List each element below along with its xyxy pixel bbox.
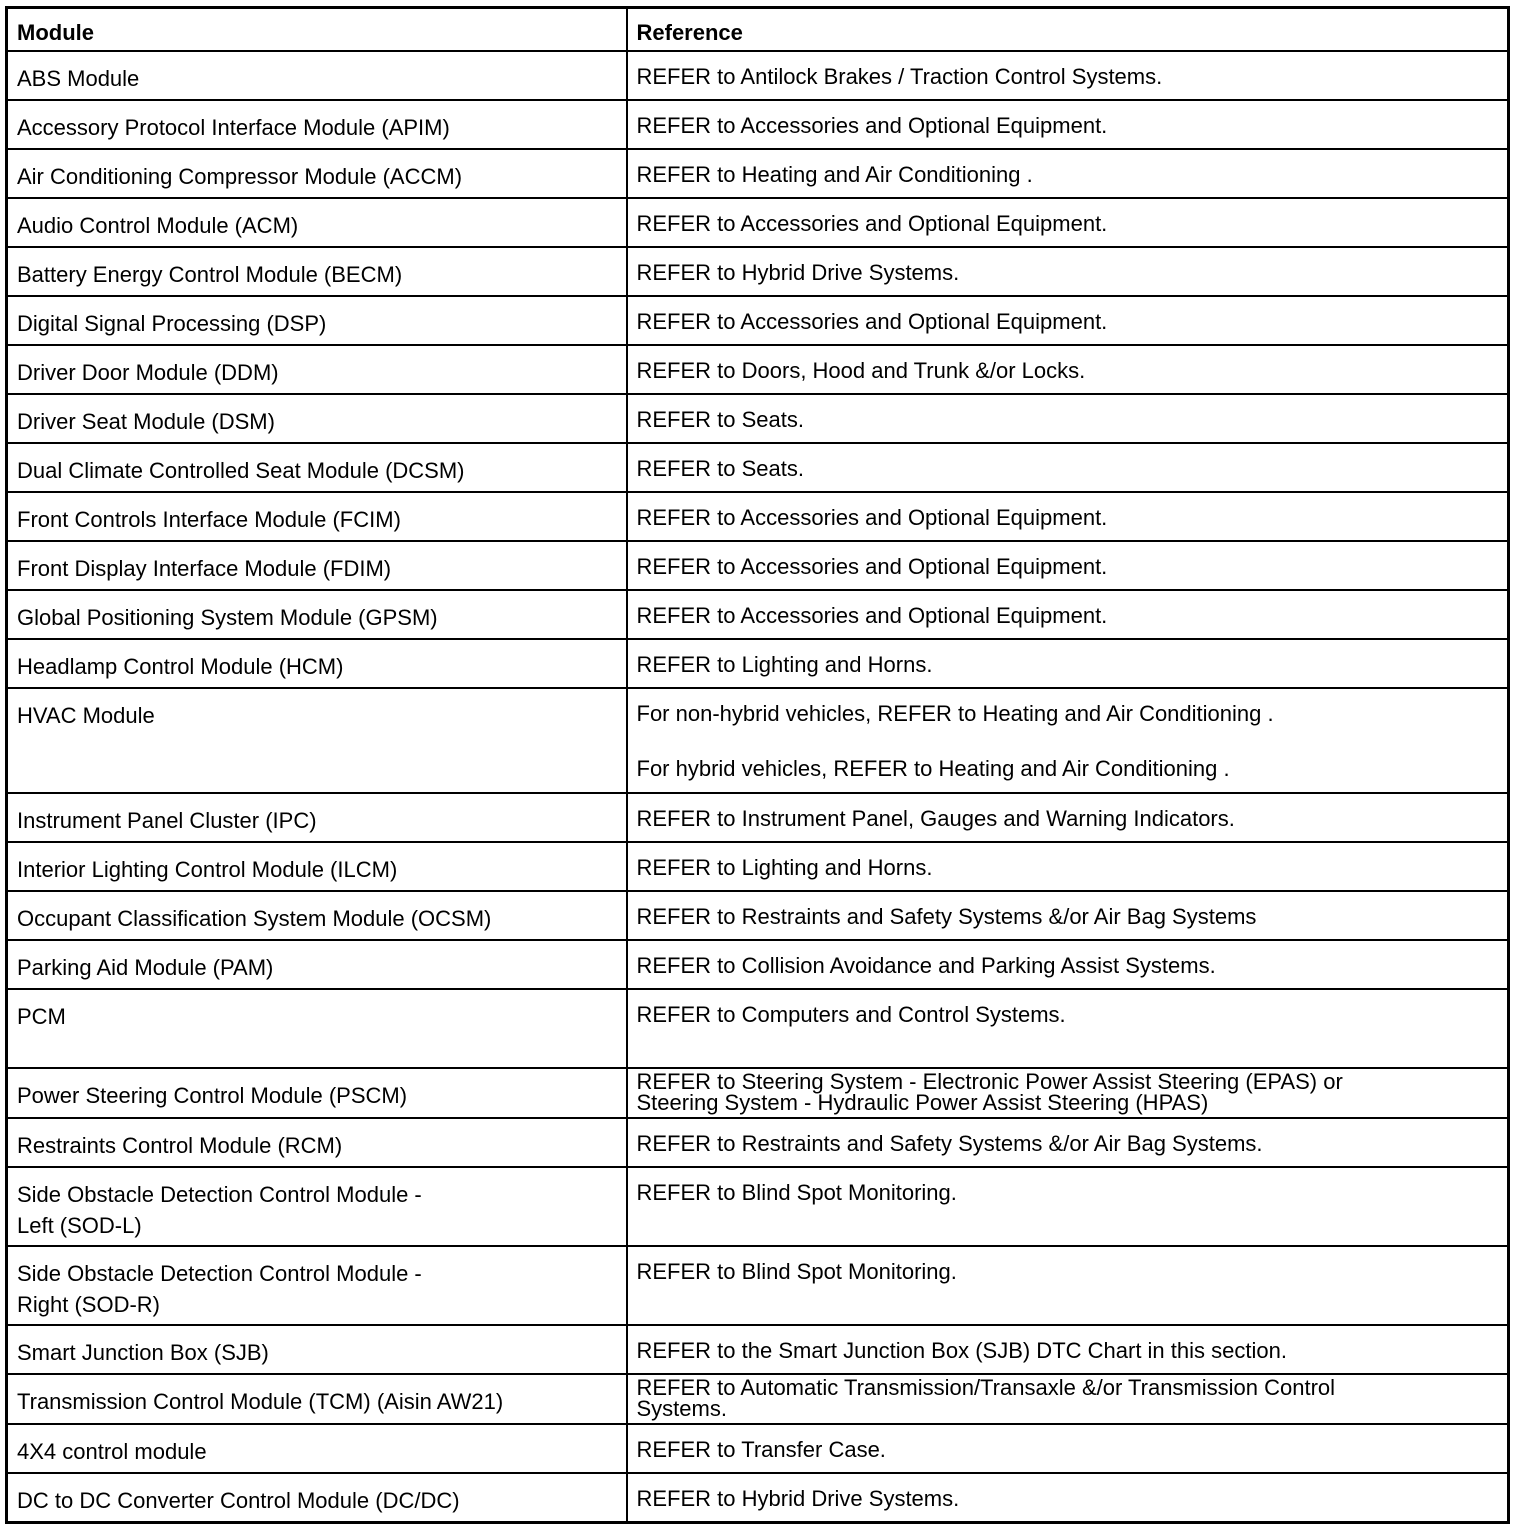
module-cell [7,198,627,247]
reference-text: REFER to Accessories and Optional Equipment. [636,211,1108,236]
reference-cell [627,541,1509,590]
module-cell [7,1374,627,1424]
table-row [7,1424,1509,1473]
module-name: Transmission Control Module (TCM) (Aisin AW21) [17,1389,504,1414]
reference-text: REFER to Seats. [636,407,805,432]
module-name: Audio Control Module (ACM) [17,213,299,238]
module-name: Driver Seat Module (DSM) [17,409,275,434]
reference-text: REFER to Accessories and Optional Equipment. [636,113,1108,138]
reference-cell [627,891,1509,940]
reference-cell [627,51,1509,100]
reference-cell [627,1424,1509,1473]
module-name: Front Controls Interface Module (FCIM) [17,507,401,532]
reference-text: REFER to Doors, Hood and Trunk &/or Locks. [636,358,1086,383]
reference-text: Systems. [636,1396,727,1421]
module-name: Side Obstacle Detection Control Module - [17,1182,422,1207]
reference-text: For non-hybrid vehicles, REFER to Heating and Air Conditioning . [636,701,1274,726]
module-name: Power Steering Control Module (PSCM) [17,1083,408,1108]
module-cell [7,688,627,793]
reference-cell [627,345,1509,394]
module-cell [7,296,627,345]
table-row [7,345,1509,394]
table-row [7,443,1509,492]
module-name: Side Obstacle Detection Control Module - [17,1261,422,1286]
module-cell [7,793,627,842]
module-name: Dual Climate Controlled Seat Module (DCSM) [17,458,465,483]
module-name: Instrument Panel Cluster (IPC) [17,808,317,833]
module-name: Accessory Protocol Interface Module (APIM) [17,115,450,140]
reference-cell [627,590,1509,639]
reference-text: REFER to the Smart Junction Box (SJB) DTC Chart in this section. [636,1338,1287,1363]
module-cell [7,842,627,891]
module-cell [7,394,627,443]
module-cell [7,1167,627,1246]
module-reference-table [5,6,1510,1524]
module-name: Right (SOD-R) [17,1292,161,1317]
module-cell [7,1246,627,1325]
module-column-header: Module [7,8,627,52]
table-row [7,394,1509,443]
module-cell [7,51,627,100]
reference-text: REFER to Antilock Brakes / Traction Control Systems. [636,64,1163,89]
reference-text: REFER to Automatic Transmission/Transaxle &/or Transmission Control [636,1375,1336,1400]
module-name: ABS Module [17,66,140,91]
table-row [7,989,1509,1068]
module-cell [7,1118,627,1167]
reference-text: REFER to Restraints and Safety Systems &/or Air Bag Systems. [636,1131,1263,1156]
module-name: Left (SOD-L) [17,1213,142,1238]
reference-text: REFER to Steering System - Electronic Power Assist Steering (EPAS) or [636,1069,1343,1094]
module-name: Smart Junction Box (SJB) [17,1340,269,1365]
reference-cell [627,1167,1509,1246]
reference-cell [627,1246,1509,1325]
table-row [7,1374,1509,1424]
reference-text: REFER to Restraints and Safety Systems &/or Air Bag Systems [636,904,1257,929]
module-name: Front Display Interface Module (FDIM) [17,556,392,581]
table-row [7,1246,1509,1325]
module-cell [7,1424,627,1473]
module-name: Headlamp Control Module (HCM) [17,654,344,679]
reference-cell [627,443,1509,492]
module-name: Air Conditioning Compressor Module (ACCM) [17,164,463,189]
reference-cell [627,688,1509,793]
reference-text: REFER to Lighting and Horns. [636,855,933,880]
reference-text: REFER to Hybrid Drive Systems. [636,1486,960,1511]
reference-cell [627,394,1509,443]
reference-text: REFER to Accessories and Optional Equipment. [636,554,1108,579]
reference-cell [627,247,1509,296]
reference-cell [627,100,1509,149]
module-cell [7,989,627,1068]
module-cell [7,1473,627,1523]
reference-text: REFER to Heating and Air Conditioning . [636,162,1033,187]
module-cell [7,345,627,394]
module-cell [7,443,627,492]
table-row [7,51,1509,100]
table-row [7,590,1509,639]
module-name: Restraints Control Module (RCM) [17,1133,343,1158]
module-cell [7,639,627,688]
reference-text: REFER to Transfer Case. [636,1437,886,1462]
reference-text: REFER to Lighting and Horns. [636,652,933,677]
table-row [7,1068,1509,1118]
reference-cell [627,492,1509,541]
table-row [7,1167,1509,1246]
table-row [7,149,1509,198]
reference-cell [627,296,1509,345]
table-body [7,51,1509,1523]
table-row [7,198,1509,247]
table-row [7,842,1509,891]
reference-text: REFER to Blind Spot Monitoring. [636,1259,957,1284]
module-name: 4X4 control module [17,1439,207,1464]
table-row [7,100,1509,149]
reference-text: REFER to Accessories and Optional Equipment. [636,603,1108,628]
module-cell [7,541,627,590]
module-cell [7,940,627,989]
module-cell [7,149,627,198]
reference-text: REFER to Accessories and Optional Equipment. [636,309,1108,334]
module-cell [7,1068,627,1118]
table-row [7,541,1509,590]
reference-cell [627,149,1509,198]
reference-cell [627,1325,1509,1374]
reference-text: REFER to Hybrid Drive Systems. [636,260,960,285]
reference-column-header: Reference [627,8,1509,52]
reference-text: REFER to Instrument Panel, Gauges and Warning Indicators. [636,806,1235,831]
module-cell [7,891,627,940]
reference-cell [627,793,1509,842]
module-name: Digital Signal Processing (DSP) [17,311,327,336]
module-name: Interior Lighting Control Module (ILCM) [17,857,398,882]
reference-text: REFER to Blind Spot Monitoring. [636,1180,957,1205]
module-name: Driver Door Module (DDM) [17,360,279,385]
reference-text: REFER to Accessories and Optional Equipment. [636,505,1108,530]
table-row [7,1325,1509,1374]
module-cell [7,590,627,639]
reference-text: REFER to Seats. [636,456,805,481]
module-name: Occupant Classification System Module (OCSM) [17,906,492,931]
table-row [7,247,1509,296]
module-name: DC to DC Converter Control Module (DC/DC) [17,1488,460,1513]
reference-cell [627,1068,1509,1118]
reference-cell [627,1473,1509,1523]
reference-cell [627,1118,1509,1167]
table-row [7,891,1509,940]
reference-cell [627,198,1509,247]
table-row [7,1118,1509,1167]
module-cell [7,100,627,149]
module-name: Battery Energy Control Module (BECM) [17,262,403,287]
reference-cell [627,842,1509,891]
table-row [7,793,1509,842]
table-row [7,688,1509,793]
reference-text: Steering System - Hydraulic Power Assist Steering (HPAS) [636,1090,1209,1115]
reference-text: For hybrid vehicles, REFER to Heating and Air Conditioning . [636,756,1230,781]
reference-cell [627,989,1509,1068]
module-cell [7,492,627,541]
table-row [7,492,1509,541]
module-name: Global Positioning System Module (GPSM) [17,605,438,630]
module-cell [7,1325,627,1374]
module-name: HVAC Module [17,703,155,728]
reference-text: REFER to Collision Avoidance and Parking Assist Systems. [636,953,1216,978]
reference-cell [627,1374,1509,1424]
reference-cell [627,940,1509,989]
reference-cell [627,639,1509,688]
module-name: Parking Aid Module (PAM) [17,955,274,980]
reference-text: REFER to Computers and Control Systems. [636,1002,1066,1027]
header-row [7,8,1509,52]
table-row [7,1473,1509,1523]
table-row [7,296,1509,345]
module-name: PCM [17,1004,66,1029]
table-row [7,639,1509,688]
table-row [7,940,1509,989]
module-cell [7,247,627,296]
